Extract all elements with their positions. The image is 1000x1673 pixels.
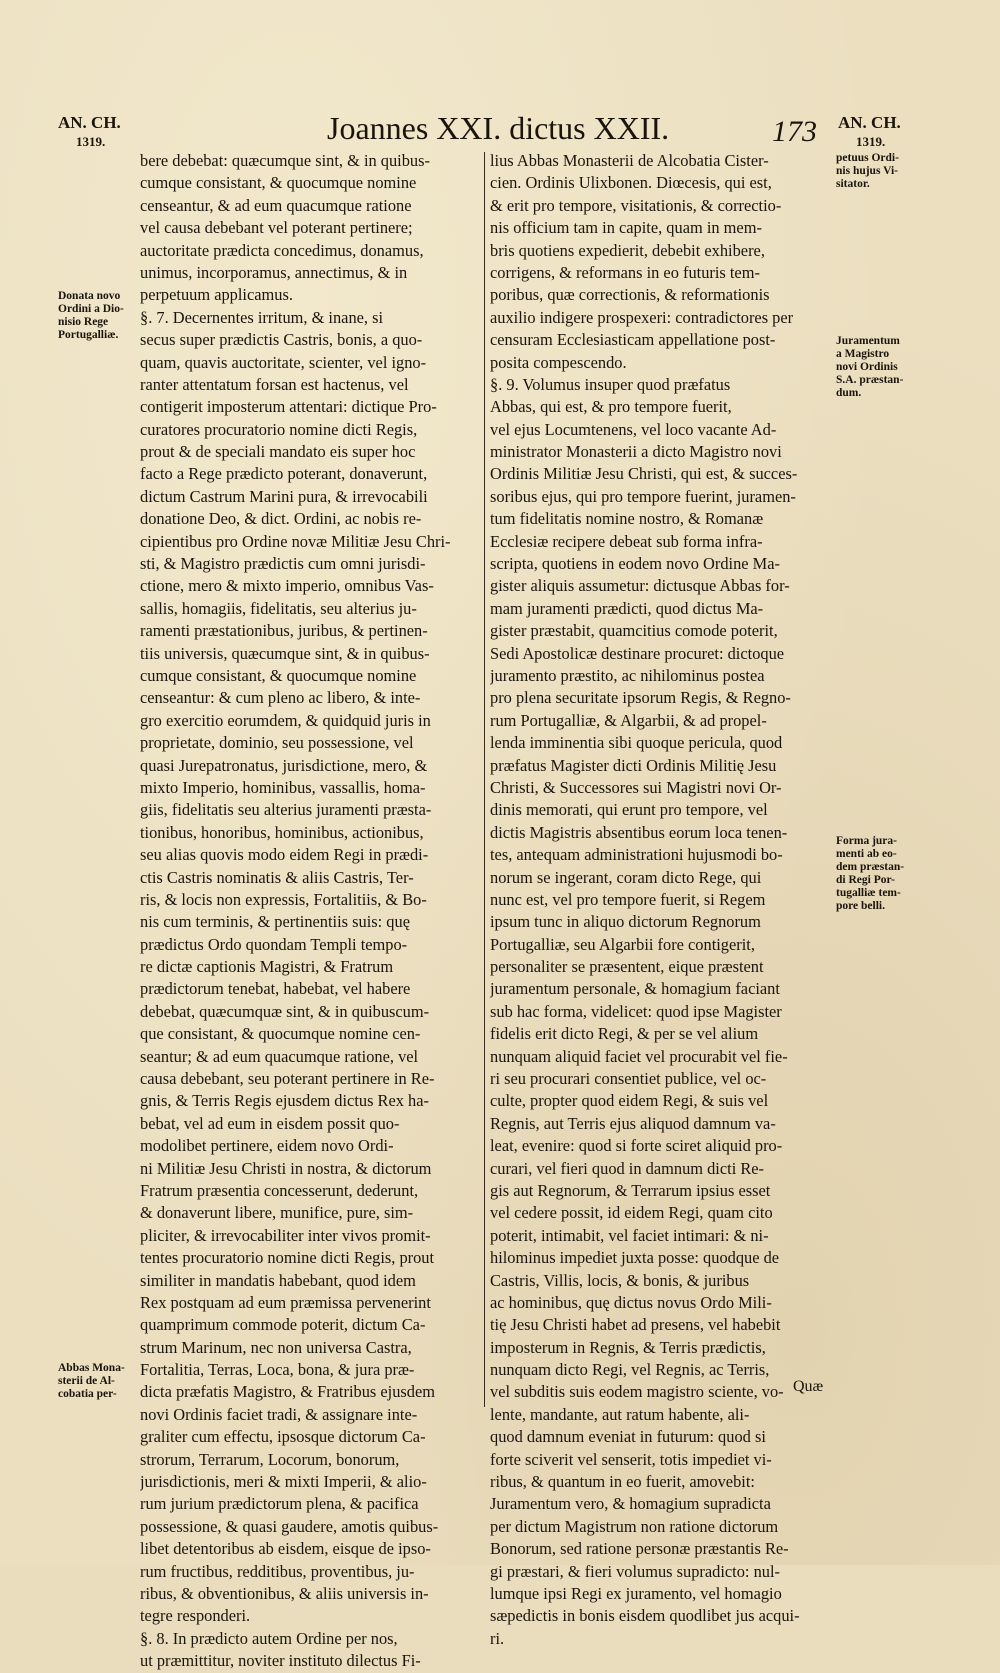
text-line: soribus ejus, qui pro tempore fuerint, juramen- xyxy=(490,486,796,506)
margin-note-right-juramentum xyxy=(836,335,903,400)
text-line: Abbas, qui est, & pro tempore fuerit, xyxy=(490,397,732,417)
margin-note-line: Juramentum xyxy=(836,335,900,347)
text-line: Ordinis Militiæ Jesu Christi, qui est, & succes- xyxy=(490,464,798,484)
text-line: lumque ipsi Regi ex juramento, vel homagio xyxy=(490,1584,782,1603)
text-line: lente, mandante, aut ratum habente, ali- xyxy=(490,1404,750,1424)
text-line: §. 7. Decernentes irritum, & inane, si xyxy=(140,307,384,327)
text-line: ri. xyxy=(490,1628,505,1648)
text-line: bebat, vel ad eum in eisdem possit quo- xyxy=(140,1113,400,1133)
text-line: ministrator Monasterii a dicto Magistro novi xyxy=(490,442,782,462)
text-line: Ecclesiæ recipere debeat sub forma infra- xyxy=(490,531,763,551)
text-line: gis aut Regnorum, & Terrarum ipsius esset xyxy=(490,1180,771,1200)
text-line: novi Ordinis faciet tradi, & assignare inte- xyxy=(140,1404,418,1424)
text-line: nunquam aliquid faciet vel procurabit vel fie- xyxy=(490,1046,788,1066)
text-line: personaliter se præsentent, eique præstent xyxy=(490,957,764,977)
margin-note-line: nis hujus Vi- xyxy=(836,165,899,177)
text-line: Sedi Apostolicæ destinare procuret: dictoque xyxy=(490,643,785,663)
text-line: curari, vel fieri quod in damnum dicti Re- xyxy=(490,1158,765,1178)
text-line: Regnis, aut Terris ejus aliquod damnum va- xyxy=(490,1113,776,1133)
text-line: tię Jesu Christi habet ad presens, vel habebit xyxy=(490,1315,781,1335)
margin-note-line: novi Ordinis xyxy=(836,361,898,373)
text-line: ut præmittitur, noviter instituto dilectus Fi- xyxy=(140,1651,421,1671)
text-line: sub hac forma, videlicet: quod ipse Magister xyxy=(490,1001,782,1021)
text-line: sallis, homagiis, fidelitatis, seu alterius ju- xyxy=(140,598,417,618)
text-line: giis, fidelitatis seu alterius juramenti præsta- xyxy=(140,800,432,820)
text-line: vel ejus Locumtenens, vel loco vacante Ad- xyxy=(490,419,777,439)
text-line: perpetuum applicamus. xyxy=(140,285,293,305)
text-column-right xyxy=(490,150,830,1650)
text-line: censeantur: & cum pleno ac libero, & inte- xyxy=(140,688,421,708)
text-line: §. 9. Volumus insuper quod præfatus xyxy=(490,374,731,394)
text-line: dicta præfatis Magistro, & Fratribus ejusdem xyxy=(140,1382,435,1402)
text-line: dictum Castrum Marini pura, & irrevocabili xyxy=(140,486,428,506)
text-line: tiis universis, quæcumque sint, & in quibus- xyxy=(140,643,430,663)
text-line: Fratrum præsentia concesserunt, dederunt, xyxy=(140,1180,419,1200)
text-line: strum Marinum, nec non universa Castra, xyxy=(140,1337,412,1357)
text-line: causa debebant, seu poterant pertinere in Re- xyxy=(140,1069,435,1089)
text-line: vel cedere possit, id eidem Regi, quam cito xyxy=(490,1203,773,1223)
text-line: cumque consistant, & quocumque nomine xyxy=(140,665,417,685)
text-line: fidelis erit dicto Regi, & per se vel alium xyxy=(490,1024,759,1044)
text-line: dinis memorati, qui erunt pro tempore, vel xyxy=(490,800,768,820)
text-line: nunquam dicto Regi, vel Regnis, ac Terris, xyxy=(490,1360,770,1380)
text-line: mam juramenti prædicti, quod dictus Ma- xyxy=(490,598,764,618)
text-line: quam, quavis auctoritate, scienter, vel igno- xyxy=(140,352,427,372)
page-number: 173 xyxy=(772,115,817,148)
margin-note-left-abbas xyxy=(58,1362,125,1401)
text-line: graliter cum effectu, ipsosque dictorum Ca- xyxy=(140,1427,426,1447)
text-line: & erit pro tempore, visitationis, & correctio- xyxy=(490,195,782,215)
margin-note-right-visitator xyxy=(836,152,899,191)
text-line: Rex postquam ad eum præmissa pervenerint xyxy=(140,1292,431,1312)
running-head-title: Joannes XXI. dictus XXII. xyxy=(327,110,670,146)
margin-note-line: Donata novo xyxy=(58,290,121,302)
anno-christi-left xyxy=(58,112,121,150)
text-line: Bonorum, sed ratione personæ præstantis Re- xyxy=(490,1539,789,1559)
margin-note-line: nisio Rege xyxy=(58,316,109,328)
margin-note-line: Portugalliæ. xyxy=(58,329,119,341)
anno-label-left: AN. CH. xyxy=(58,113,121,132)
text-line: corrigens, & reformans in eo futuris tem- xyxy=(490,262,760,282)
margin-note-line: sitator. xyxy=(836,178,870,190)
margin-note-line: cobatia per- xyxy=(58,1388,117,1400)
text-line: præfatus Magister dicti Ordinis Militię Jesu xyxy=(490,755,777,775)
margin-note-line: dum. xyxy=(836,387,862,399)
margin-note-line: Abbas Mona- xyxy=(58,1362,125,1374)
text-line: ac hominibus, quę dictus novus Ordo Mili- xyxy=(490,1292,772,1312)
text-line: tum fidelitatis nomine nostro, & Romanæ xyxy=(490,509,764,529)
text-line: bere debebat: quæcumque sint, & in quibus- xyxy=(140,151,430,170)
text-line: secus super prædictis Castris, bonis, a quo- xyxy=(140,330,423,350)
text-line: sæpedictis in bonis eisdem quodlibet jus acqui- xyxy=(490,1606,800,1626)
text-line: juramentum personale, & homagium faciant xyxy=(490,979,780,999)
margin-note-right-forma xyxy=(836,835,904,913)
text-line: gister aliquis assumetur: dictusque Abbas for- xyxy=(490,576,790,596)
text-line: bris quotiens expedierit, debebit exhibere, xyxy=(490,240,765,260)
text-line: scripta, quotiens in eodem novo Ordine Ma- xyxy=(490,554,780,574)
text-line: posita compescendo. xyxy=(490,352,627,372)
text-line: ipsum tunc in aliquo dictorum Regnorum xyxy=(490,912,761,932)
anno-label-right: AN. CH. xyxy=(838,113,901,132)
margin-note-left-donation xyxy=(58,290,124,342)
text-line: quod damnum eveniat in futurum: quod si xyxy=(490,1427,766,1447)
text-line: similiter in mandatis habebant, quod idem xyxy=(140,1270,416,1290)
text-line: tionibus, honoribus, hominibus, actionibus, xyxy=(140,822,424,842)
text-line: facto a Rege prædicto poterant, donaverunt, xyxy=(140,464,428,484)
text-line: gi præstari, & fieri volumus supradicto: nul- xyxy=(490,1561,780,1581)
text-line: sti, & Magistro prædictis cum omni jurisdi- xyxy=(140,554,426,574)
text-line: seantur; & ad eum quacumque ratione, vel xyxy=(140,1046,419,1066)
text-line: ribus, & obventionibus, & aliis universis in- xyxy=(140,1584,429,1603)
text-line: gister præstabit, quamcitius comode poterit, xyxy=(490,621,778,641)
column-divider xyxy=(484,152,485,1407)
text-line: ramenti præstationibus, juribus, & pertinen- xyxy=(140,621,428,641)
text-line: culte, propter quod eidem Regi, & suis vel xyxy=(490,1091,769,1111)
text-line: ni Militiæ Jesu Christi in nostra, & dictorum xyxy=(140,1158,432,1178)
text-line: prædictus Ordo quondam Templi tempo- xyxy=(140,934,408,954)
text-line: libet detentoribus ab eisdem, eisque de ipso- xyxy=(140,1539,431,1559)
text-line: vel subditis suis eodem magistro sciente, vo- xyxy=(490,1382,784,1402)
text-line: & donaverunt libere, munifice, pure, sim- xyxy=(140,1203,414,1223)
text-line: proprietate, dominio, seu possessione, vel xyxy=(140,733,414,753)
text-line: debebat, quæcumquæ sint, & in quibuscum- xyxy=(140,1001,430,1021)
text-line: hilominus impediet juxta posse: quodque de xyxy=(490,1248,780,1268)
text-line: rum Portugalliæ, & Algarbii, & ad propel- xyxy=(490,710,767,730)
text-line: censuram Ecclesiasticam appellatione post- xyxy=(490,330,776,350)
text-line: ctione, mero & mixto imperio, omnibus Vas- xyxy=(140,576,434,596)
text-line: ris, & locis non expressis, Fortalitiis, & Bo- xyxy=(140,889,427,909)
text-line: cien. Ordinis Ulixbonen. Diœcesis, qui est, xyxy=(490,173,772,193)
text-line: curatores procuratorio nomine dicti Regis, xyxy=(140,419,418,439)
text-line: prout & de speciali mandato eis super hoc xyxy=(140,442,416,462)
text-line: norum se ingerant, coram dicto Rege, qui xyxy=(490,867,762,887)
text-line: strorum, Terrarum, Locorum, bonorum, xyxy=(140,1449,400,1469)
text-line: ribus, & quantum in eo fuerit, amovebit: xyxy=(490,1472,755,1492)
text-line: §. 8. In prædicto autem Ordine per nos, xyxy=(140,1628,398,1648)
margin-note-line: a Magistro xyxy=(836,348,890,360)
text-line: cipientibus pro Ordine novæ Militiæ Jesu Chri- xyxy=(140,531,451,551)
text-line: pliciter, & irrevocabiliter inter vivos promit- xyxy=(140,1225,431,1245)
text-line: imposterum in Regnis, & Terris prædictis, xyxy=(490,1337,766,1357)
text-line: Portugalliæ, seu Algarbii fore contigerit, xyxy=(490,934,755,954)
text-line: Castris, Villis, locis, & bonis, & juribus xyxy=(490,1270,750,1290)
text-line: forte sciverit vel senserit, totis impediet vi- xyxy=(490,1449,772,1469)
text-line: Juramentum vero, & homagium supradicta xyxy=(490,1494,771,1514)
text-line: ctis Castris nominatis & aliis Castris, Ter- xyxy=(140,867,414,887)
text-line: poribus, quæ correctionis, & reformationis xyxy=(490,285,770,305)
text-line: re dictæ captionis Magistri, & Fratrum xyxy=(140,957,394,977)
text-line: possessione, & quasi gaudere, amotis quibus- xyxy=(140,1516,439,1536)
text-line: poterit, intimabit, vel faciet intimari: & ni- xyxy=(490,1225,769,1245)
text-line: censeantur, & ad eum quacumque ratione xyxy=(140,195,412,215)
text-line: lenda imminentia sibi quoque pericula, quod xyxy=(490,733,783,753)
text-column-left xyxy=(140,150,475,1673)
text-line: donatione Deo, & dict. Ordini, ac nobis re- xyxy=(140,509,422,529)
text-line: leat, evenire: quod si forte sciret aliquid pro- xyxy=(490,1136,783,1156)
text-line: modolibet pertinere, eidem novo Ordi- xyxy=(140,1136,394,1156)
text-line: Christi, & Successores sui Magistri novi Or- xyxy=(490,777,782,797)
text-line: jurisdictionis, meri & mixti Imperii, & alio- xyxy=(140,1472,427,1492)
text-line: vel causa debebant vel poterant pertinere; xyxy=(140,218,413,238)
text-line: quasi Jurepatronatus, jurisdictione, mero, & xyxy=(140,755,428,775)
margin-note-line: di Regi Por- xyxy=(836,874,895,886)
text-line: cumque consistant, & quocumque nomine xyxy=(140,173,417,193)
text-line: ranter attentatum forsan est hactenus, vel xyxy=(140,374,409,394)
text-line: seu alias quovis modo eidem Regi in prædi- xyxy=(140,845,429,865)
anno-year-right: 1319. xyxy=(856,134,886,149)
text-line: lius Abbas Monasterii de Alcobatia Cister- xyxy=(490,151,769,170)
text-line: gnis, & Terris Regis ejusdem dictus Rex ha- xyxy=(140,1091,429,1111)
text-line: tes, antequam administrationi hujusmodi bo- xyxy=(490,845,783,865)
text-line: unimus, incorporamus, annectimus, & in xyxy=(140,262,408,282)
catchword: Quæ xyxy=(793,1378,824,1395)
text-line: auxilio indigere prospexeri: contradictores per xyxy=(490,307,794,327)
text-line: prædictorum tenebat, habebat, vel habere xyxy=(140,979,411,999)
text-line: rum jurium prædictorum plena, & pacifica xyxy=(140,1494,419,1514)
text-line: per dictum Magistrum non ratione dictorum xyxy=(490,1516,779,1536)
text-line: mixto Imperio, hominibus, vassallis, homa- xyxy=(140,777,426,797)
margin-note-line: Forma jura- xyxy=(836,835,897,847)
text-line: juramento præstito, ac nihilominus postea xyxy=(490,665,765,685)
text-line: ri seu procurari consentiet publice, vel oc- xyxy=(490,1069,767,1089)
anno-christi-right xyxy=(838,112,901,150)
text-line: dictis Magistris absentibus eorum loca tenen- xyxy=(490,822,788,842)
text-line: tegre responderi. xyxy=(140,1606,251,1626)
text-line: Fortalitia, Terras, Loca, bona, & jura præ- xyxy=(140,1360,415,1380)
text-line: quamprimum commode poterit, dictum Ca- xyxy=(140,1315,426,1335)
margin-note-line: tugalliæ tem- xyxy=(836,887,901,899)
text-line: nis officium tam in capite, quam in mem- xyxy=(490,218,762,238)
anno-year-left: 1319. xyxy=(76,134,106,149)
margin-note-line: Ordini a Dio- xyxy=(58,303,124,315)
text-line: contigerit imposterum attentari: dictique Pro- xyxy=(140,397,437,417)
margin-note-line: petuus Ordi- xyxy=(836,152,899,164)
margin-note-line: dem præstan- xyxy=(836,861,905,873)
text-line: que consistant, & quocumque nomine cen- xyxy=(140,1024,421,1044)
text-line: nunc est, vel pro tempore fuerit, si Regem xyxy=(490,889,766,909)
text-line: gro exercitio eorumdem, & quidquid juris in xyxy=(140,710,431,730)
text-line: auctoritate prædicta concedimus, donamus, xyxy=(140,240,424,260)
margin-note-line: sterii de Al- xyxy=(58,1375,115,1387)
margin-note-line: pore belli. xyxy=(836,900,885,912)
text-line: nis cum terminis, & pertinentiis suis: quę xyxy=(140,912,410,932)
margin-note-line: S.A. præstan- xyxy=(836,374,904,386)
text-line: tentes procuratorio nomine dicti Regis, prout xyxy=(140,1248,435,1268)
margin-note-line: menti ab eo- xyxy=(836,848,897,860)
text-line: pro plena securitate ipsorum Regis, & Regno- xyxy=(490,688,791,708)
text-line: rum fructibus, redditibus, proventibus, ju- xyxy=(140,1561,415,1581)
